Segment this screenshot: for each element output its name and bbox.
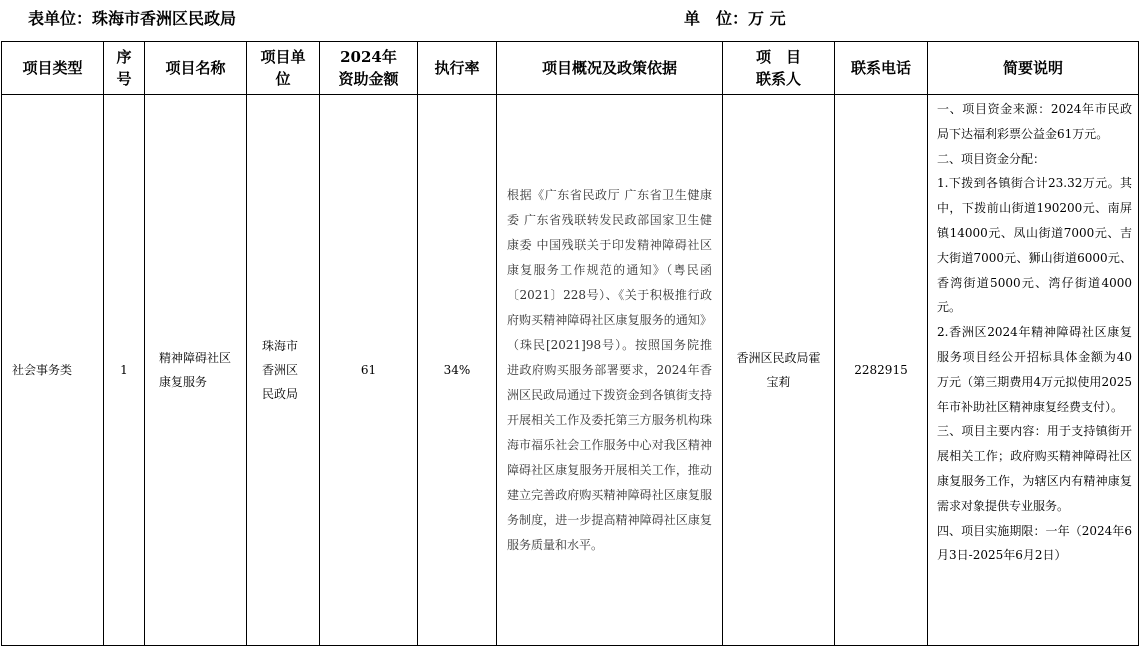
col-header-rate: 执行率 bbox=[418, 42, 497, 95]
cell-seq: 1 bbox=[104, 95, 145, 646]
col-header-unit: 项目单 位 bbox=[247, 42, 320, 95]
cell-desc bbox=[928, 95, 1139, 646]
header-row bbox=[2, 42, 1139, 95]
table-row bbox=[2, 95, 1139, 646]
desc-paragraph: 1.下拨到各镇街合计23.32万元。其中，下拨前山街道190200元、南屏镇14000元、凤山街道7000元、吉大街道7000元、狮山街道6000元、香湾街道5000元、湾仔街道4000元。 bbox=[937, 176, 1132, 315]
cell-unit-text: 珠海市香洲区民政局 bbox=[262, 339, 299, 401]
desc-paragraph: 四、项目实施期限：一年（2024年6月3日-2025年6月2日） bbox=[937, 523, 1132, 563]
col-header-phone: 联系电话 bbox=[835, 42, 928, 95]
cell-type: 社会事务类 bbox=[2, 95, 104, 646]
cell-name-text: 精神障碍社区康复服务 bbox=[159, 351, 232, 389]
currency-unit: 单 位：万 元 bbox=[684, 9, 786, 28]
cell-unit bbox=[247, 95, 320, 646]
cell-phone: 2282915 bbox=[835, 95, 928, 646]
col-header-desc: 简要说明 bbox=[928, 42, 1139, 95]
cell-rate: 34% bbox=[418, 95, 497, 646]
desc-paragraph: 三、项目主要内容：用于支持镇街开展相关工作；政府购买精神障碍社区康复服务工作，为辖区内有精神康复需求对象提供专业服务。 bbox=[937, 424, 1132, 513]
cell-name bbox=[145, 95, 247, 646]
cell-amount: 61 bbox=[320, 95, 418, 646]
desc-paragraph: 2.香洲区2024年精神障碍社区康复服务项目经公开招标具体金额为40万元（第三期费用4万元拟使用2025年市补助社区精神康复经费支付）。 bbox=[937, 325, 1132, 414]
col-header-seq: 序 号 bbox=[104, 42, 145, 95]
col-header-contact: 项 目 联系人 bbox=[723, 42, 835, 95]
col-header-type: 项目类型 bbox=[2, 42, 104, 95]
cell-contact-text: 香洲区民政局霍宝莉 bbox=[736, 351, 821, 389]
table-header-line bbox=[0, 4, 1140, 30]
desc-paragraph: 二、项目资金分配： bbox=[937, 151, 1046, 166]
col-header-overview: 项目概况及政策依据 bbox=[497, 42, 723, 95]
col-header-amount: 2024年 资助金额 bbox=[320, 42, 418, 95]
reporting-unit: 表单位：珠海市香洲区民政局 bbox=[28, 9, 237, 28]
col-header-name: 项目名称 bbox=[145, 42, 247, 95]
cell-overview: 根据《广东省民政厅 广东省卫生健康委 广东省残联转发民政部国家卫生健康委 中国残联关于印发精神障碍社区康复服务工作规范的通知》（粤民函〔2021〕228号）、《关于积极推行政府购买精神障碍社区康复服务的通知》（珠民[2021]98号）。按照国务院推进政府购买服务部署要求，2024年香洲区民政局通过下拨资金到各镇街支持开展相关工作及委托第三方服务机构珠海市福乐社会工作服务中心对我区精神障碍社区康复服务开展相关工作，推动建立完善政府购买精神障碍社区康复服务制度，进一步提高精神障碍社区康复服务质量和水平。 bbox=[497, 95, 723, 646]
project-table bbox=[1, 41, 1139, 646]
desc-paragraph: 一、项目资金来源：2024年市民政局下达福利彩票公益金61万元。 bbox=[937, 102, 1132, 141]
cell-contact bbox=[723, 95, 835, 646]
